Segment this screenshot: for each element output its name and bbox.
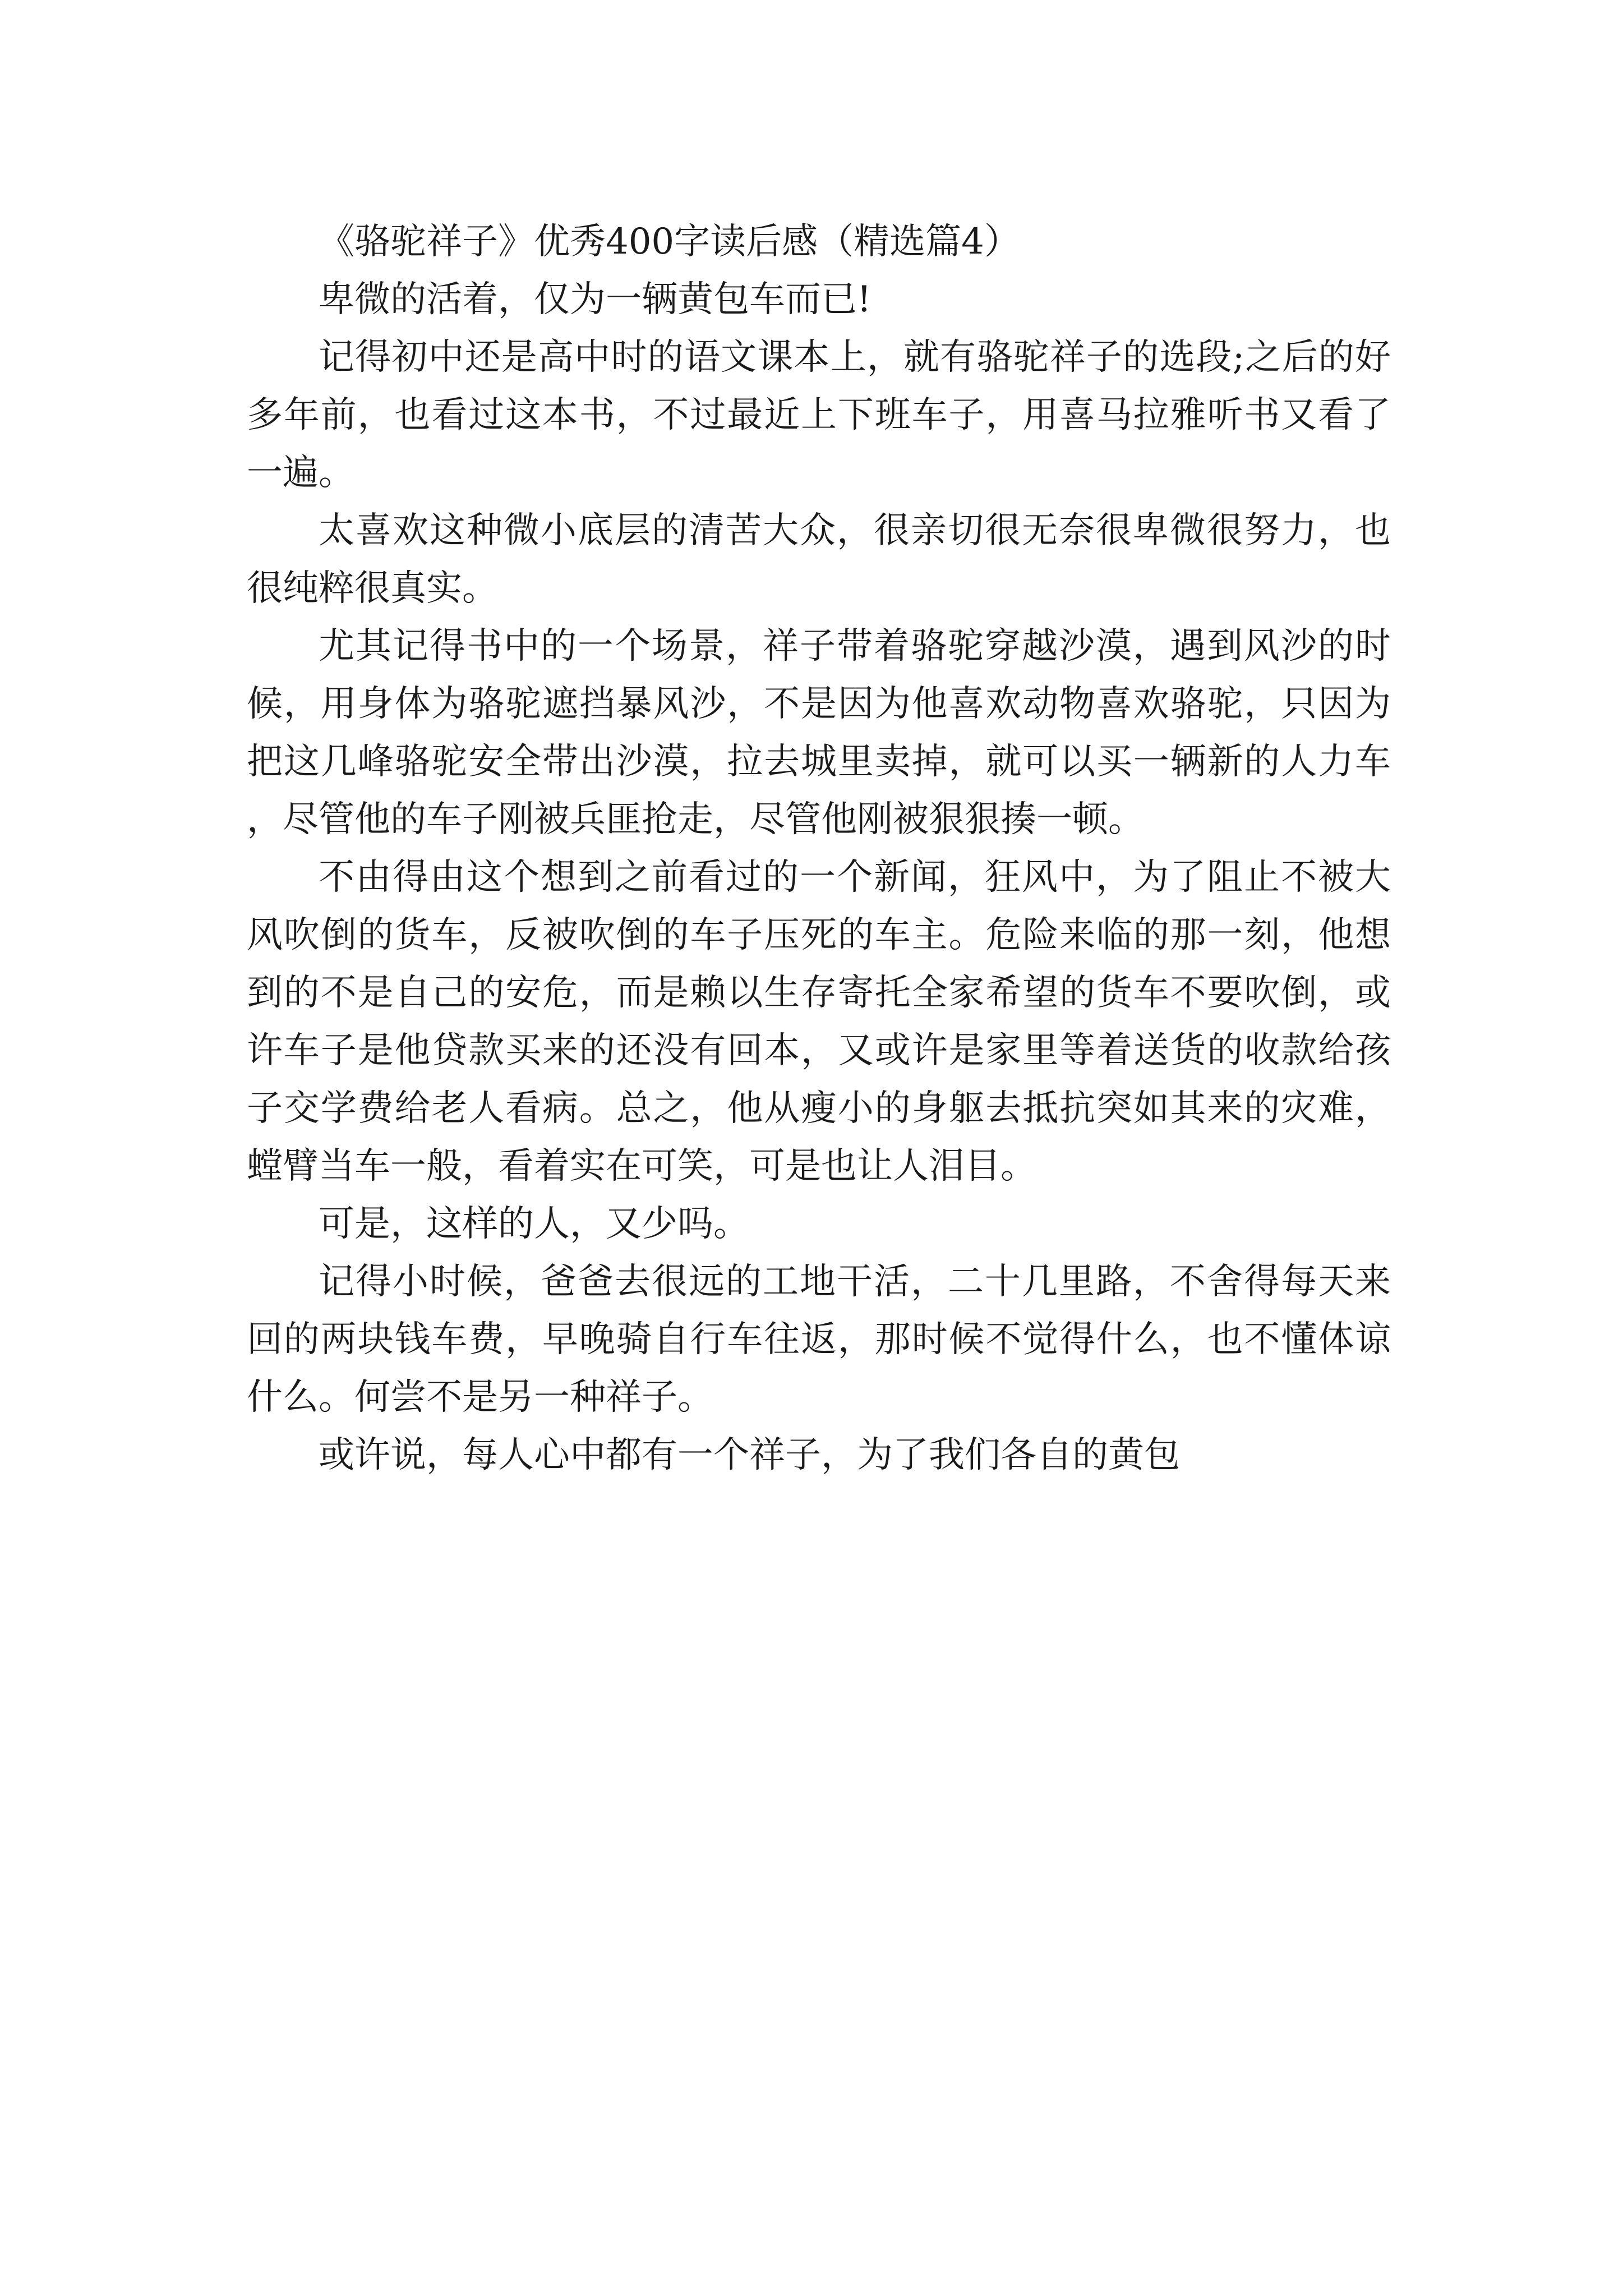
paragraph: 记得小时候，爸爸去很远的工地干活，二十几里路，不舍得每天来回的两块钱车费，早晚骑自行车往返，那时候不觉得什么，也不懂体谅什么。何尝不是另一种祥子。 — [247, 1261, 1391, 1418]
paragraph: 卑微的活着，仅为一辆黄包车而已! — [319, 279, 872, 320]
document-title: 《骆驼祥子》优秀400字读后感（精选篇4） — [319, 221, 1020, 263]
paragraph: 不由得由这个想到之前看过的一个新闻，狂风中，为了阻止不被大风吹倒的货车，反被吹倒的车子压死的车主。危险来临的那一刻，他想到的不是自己的安危，而是赖以生存寄托全家希望的货车不要吹倒，或许车子是他贷款买来的还没有回本，又或许是家里等着送货的收款给孩子交学费给老人看病。总之，他从瘦小的身躯去抵抗突如其来的灾难，螳臂当车一般，看着实在可笑，可是也让人泪目。 — [247, 857, 1391, 1187]
paragraph: 可是，这样的人，又少吗。 — [319, 1203, 749, 1245]
paragraph: 尤其记得书中的一个场景，祥子带着骆驼穿越沙漠，遇到风沙的时候，用身体为骆驼遮挡暴风沙，不是因为他喜欢动物喜欢骆驼，只因为把这几峰骆驼安全带出沙漠，拉去城里卖掉，就可以买一辆新的人力车，尽管他的车子刚被兵匪抢走，尽管他刚被狠狠揍一顿。 — [247, 625, 1391, 840]
paragraph: 记得初中还是高中时的语文课本上，就有骆驼祥子的选段;之后的好多年前，也看过这本书，不过最近上下班车子，用喜马拉雅听书又看了一遍。 — [247, 337, 1391, 494]
paragraph: 太喜欢这种微小底层的清苦大众，很亲切很无奈很卑微很努力，也很纯粹很真实。 — [247, 510, 1391, 609]
document-body — [247, 213, 1391, 1484]
paragraph: 或许说，每人心中都有一个祥子，为了我们各自的黄包 — [319, 1434, 1180, 1476]
